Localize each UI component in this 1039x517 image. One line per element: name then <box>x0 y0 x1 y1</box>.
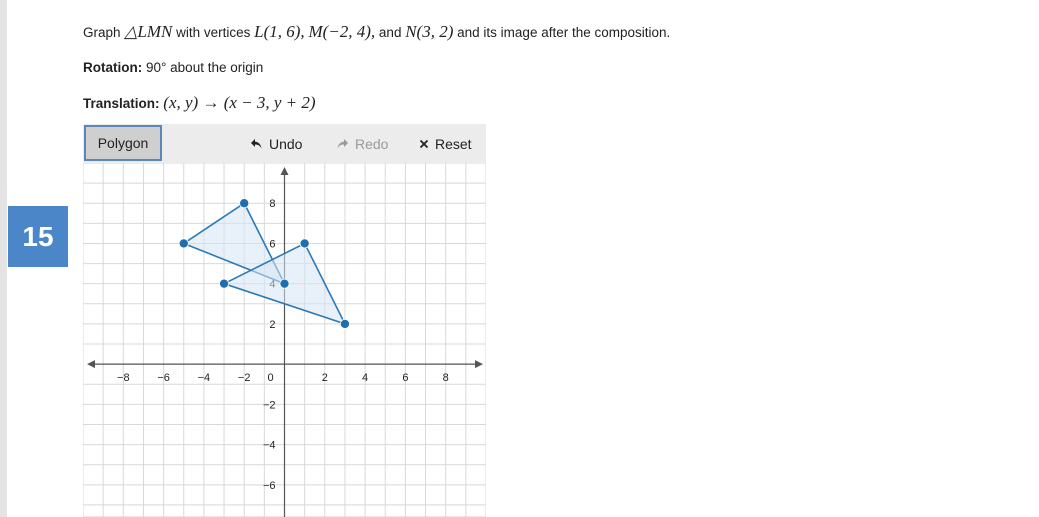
undo-label: Undo <box>269 135 303 152</box>
question-prompt <box>83 22 670 42</box>
prompt-graph-word: Graph <box>83 25 121 40</box>
translation-line <box>83 93 316 113</box>
undo-button[interactable] <box>250 124 302 163</box>
x-tick-label: −4 <box>197 372 211 385</box>
y-tick-label: −4 <box>262 439 276 452</box>
y-tick-label: 6 <box>269 238 276 251</box>
rotation-line <box>83 60 263 75</box>
prompt-triangle: △LMN <box>124 22 173 41</box>
vertex-point <box>219 279 228 288</box>
redo-icon <box>336 138 349 150</box>
prompt-tail: and its image after the composition. <box>457 25 671 40</box>
y-tick-label: 8 <box>269 198 276 211</box>
x-tick-label: 0 <box>267 372 274 385</box>
translation-label: Translation: <box>83 96 160 111</box>
redo-label: Redo <box>355 135 389 152</box>
reset-button[interactable] <box>419 124 472 163</box>
prompt-with-vertices: with vertices <box>176 25 251 40</box>
left-rail <box>0 0 7 517</box>
reset-label: Reset <box>435 135 472 152</box>
undo-icon <box>250 138 263 150</box>
x-tick-label: 2 <box>321 372 328 385</box>
x-tick-label: 8 <box>442 372 449 385</box>
rotation-label: Rotation: <box>83 60 143 75</box>
polygon-tool-button[interactable]: Polygon <box>84 125 162 161</box>
vertex-point <box>340 319 349 328</box>
prompt-vertex-l: L(1, 6), <box>254 22 305 41</box>
y-tick-label: 2 <box>269 318 276 331</box>
graph-toolbar <box>83 124 486 164</box>
vertex-point <box>240 199 249 208</box>
x-tick-label: −8 <box>117 372 130 385</box>
close-icon <box>419 139 429 149</box>
coordinate-plane[interactable] <box>83 163 486 517</box>
x-tick-label: 4 <box>362 372 369 385</box>
translation-rule: (x, y) → (x − 3, y + 2) <box>163 93 316 112</box>
rotation-text: 90° about the origin <box>146 60 264 75</box>
vertex-point <box>179 239 188 248</box>
x-tick-label: 6 <box>402 372 409 385</box>
redo-button[interactable] <box>336 124 388 163</box>
vertex-point <box>300 239 309 248</box>
x-tick-label: −2 <box>237 372 251 385</box>
prompt-vertex-n: N(3, 2) <box>405 22 454 41</box>
question-number-badge: 15 <box>8 206 68 267</box>
y-tick-label: −6 <box>262 479 276 492</box>
prompt-and: and <box>378 25 402 40</box>
vertex-point <box>280 279 289 288</box>
x-tick-label: −6 <box>157 372 170 385</box>
y-tick-label: −2 <box>262 399 276 412</box>
prompt-vertex-m: M(−2, 4), <box>308 22 376 41</box>
